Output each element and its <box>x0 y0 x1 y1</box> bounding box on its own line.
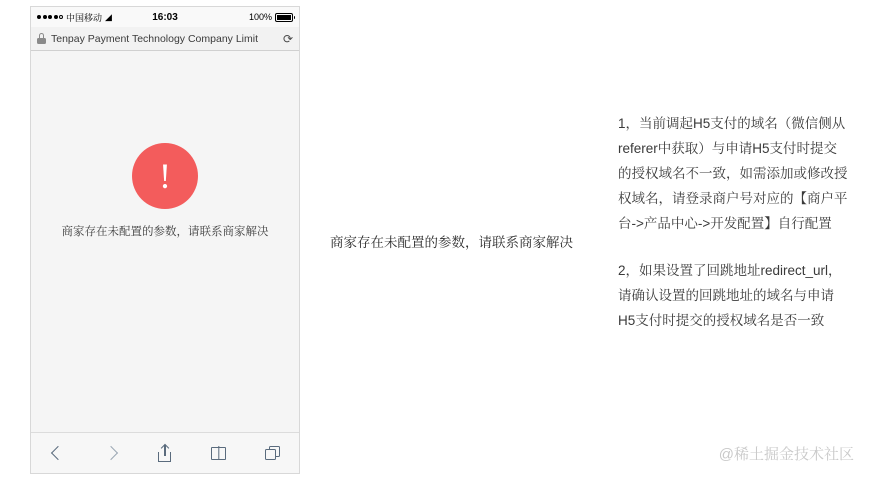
share-icon <box>158 445 171 462</box>
annotation-item-2: 2，如果设置了回跳地址redirect_url，请确认设置的回跳地址的域名与申请H5支付时提交的授权域名是否一致 <box>618 262 842 328</box>
annotation-list <box>618 112 850 334</box>
reload-icon[interactable]: ⟳ <box>282 31 293 46</box>
wifi-icon: ◢ <box>105 11 112 22</box>
back-button[interactable] <box>41 440 75 466</box>
bookmarks-button[interactable] <box>202 440 236 466</box>
book-icon <box>211 447 226 460</box>
annotation-item-1: 1，当前调起H5支付的域名（微信侧从referer中获取）与申请H5支付时提交的授权域名不一致，如需添加或修改授权域名，请登录商户号对应的【商户平台->产品中心->开发配置】自行配置 <box>618 116 848 231</box>
status-bar-time: 16:03 <box>152 11 178 23</box>
browser-url-bar[interactable] <box>31 27 299 51</box>
status-bar-right <box>249 12 293 22</box>
battery-percent-label: 100% <box>248 12 272 22</box>
carrier-label: 中国移动 <box>66 12 103 23</box>
watermark: @稀土掘金技术社区 <box>718 446 854 463</box>
caption-text: 商家存在未配置的参数，请联系商家解决 <box>330 235 573 250</box>
status-bar-left <box>37 11 112 24</box>
chevron-left-icon <box>51 446 65 460</box>
battery-full-icon <box>275 13 293 22</box>
url-text[interactable]: Tenpay Payment Technology Company Limit <box>51 32 259 45</box>
phone-mockup <box>30 6 300 474</box>
browser-bottom-toolbar <box>31 432 299 473</box>
chevron-right-icon <box>104 446 118 460</box>
forward-button[interactable] <box>94 440 128 466</box>
browser-page-content <box>31 51 299 432</box>
status-bar <box>31 7 299 27</box>
exclamation-glyph: ! <box>159 156 171 196</box>
tabs-button[interactable] <box>255 440 289 466</box>
error-message: 商家存在未配置的参数，请联系商家解决 <box>61 226 269 238</box>
share-button[interactable] <box>148 440 182 466</box>
lock-icon <box>37 33 46 44</box>
exclamation-circle-icon <box>132 143 198 209</box>
signal-dots-icon <box>37 15 63 19</box>
tabs-icon <box>265 446 280 460</box>
